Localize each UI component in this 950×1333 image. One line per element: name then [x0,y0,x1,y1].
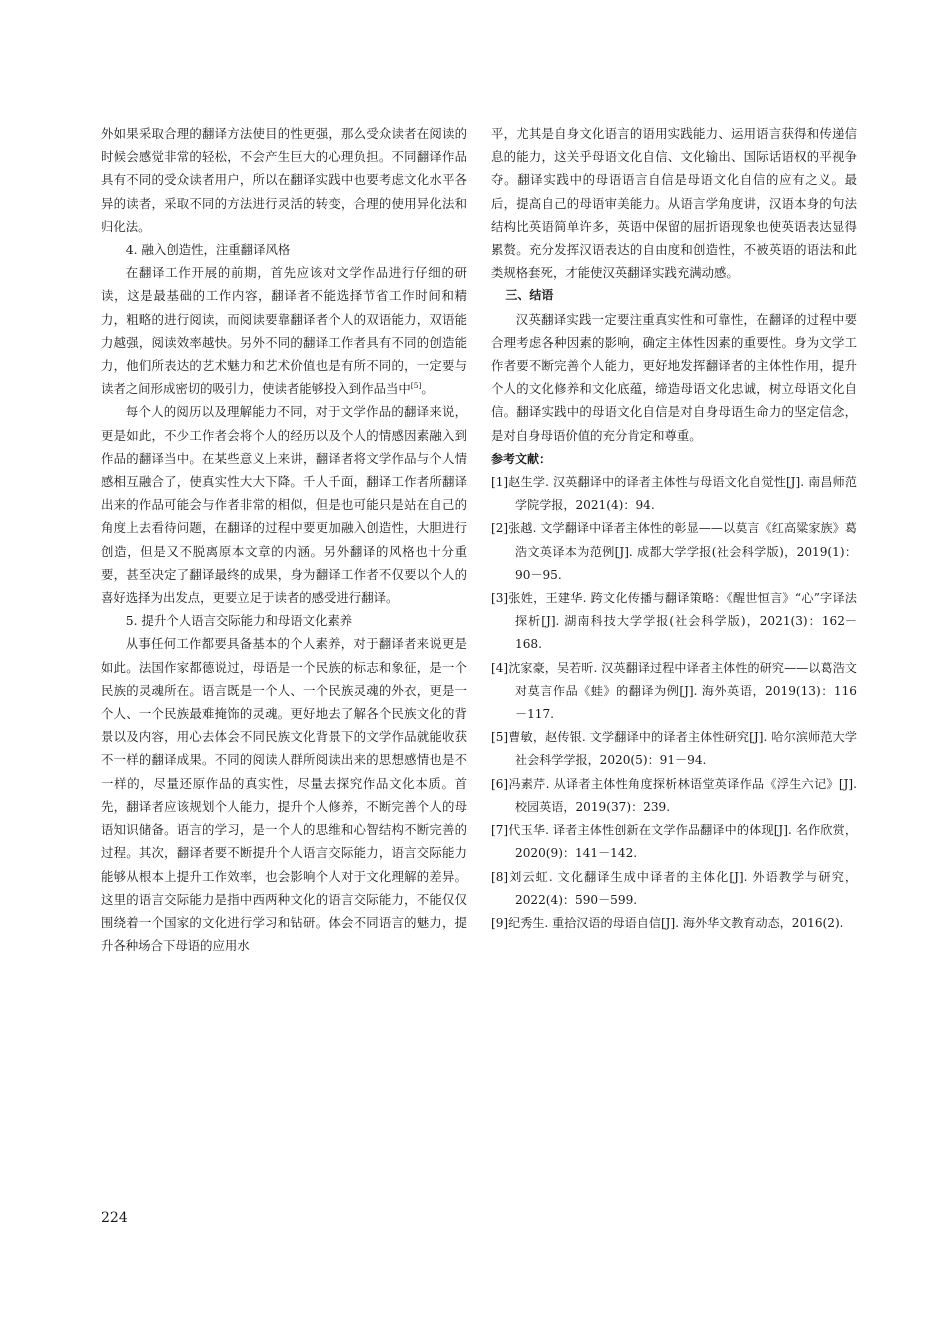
citation-marker: [5] [410,381,422,391]
page-number: 224 [101,1210,128,1226]
reference-item: [2]张越. 文学翻译中译者主体性的彰显——以莫言《红高粱家族》葛浩文英译本为范例[J]. 成都大学学报(社会科学版)，2019(1)：90－95. [491,521,857,582]
reference-item: [7]代玉华. 译者主体性创新在文学作品翻译中的体现[J]. 名作欣赏，2020(9)：141－142. [491,823,857,861]
reference-item: [5]曹敏，赵传银. 文学翻译中的译者主体性研究[J]. 哈尔滨师范大学社会科学学报，2020(5)：91－94. [491,730,857,768]
right-column [491,122,857,935]
paragraph-text: 在翻译工作开展的前期，首先应该对文学作品进行仔细的研读，这是最基础的工作内容，翻译者不能选择节省工作时间和精力，粗略的进行阅读，而阅读要靠翻译者个人的双语能力，双语能力越强，阅读效率越快。另外不同的翻译工作者具有不同的创造能力，他们所表达的艺术魅力和艺术价值也是有所不同的，一定要与读者之间形成密切的吸引力，使读者能够投入到作品当中 [101,265,467,397]
paragraph-end: 。 [421,381,434,397]
reference-item: [8]刘云虹. 文化翻译生成中译者的主体化[J]. 外语教学与研究，2022(4)：590－599. [491,869,857,907]
subheading-5: 5. 提升个人语言交际能力和母语文化素养 [125,613,353,629]
reference-item: [3]张姓，王建华. 跨文化传播与翻译策略：《醒世恒言》“心”字译法探析[J]. 湖南科技大学学报(社会科学版)，2021(3)：162－168. [491,591,857,652]
paragraph: 平，尤其是自身文化语言的语用实践能力、运用语言获得和传递信息的能力，这关乎母语文化自信、文化输出、国际话语权的平视争夺。翻译实践中的母语语言自信是母语文化自信的应有之义。最后，提高自己的母语审美能力。从语言学角度讲，汉语本身的句法结构比英语简单许多，英语中保留的屈折语现象也使英语表达显得累赘。充分发挥汉语表达的自由度和创造性，不被英语的语法和此类规格套死，才能使汉英翻译实践充满动感。 [491,126,857,281]
reference-item: [9]纪秀生. 重拾汉语的母语自信[J]. 海外华文教育动态，2016(2). [491,915,844,930]
paragraph: 每个人的阅历以及理解能力不同，对于文学作品的翻译来说，更是如此，不少工作者会将个人的经历以及个人的情感因素融入到作品的翻译当中。在某些意义上来讲，翻译者将文学作品与个人情感相互融合了，使真实性大大下降。千人千面，翻译工作者所翻译出来的作品可能会与作者非常的相似，但是也可能只是站在自己的角度上去看待问题，在翻译的过程中要更加融入创造性，大胆进行创造，但是又不脱离原本文章的内涵。另外翻译的风格也十分重要，甚至决定了翻译最终的成果，身为翻译工作者不仅要以个人的喜好选择为出发点，更要立足于读者的感受进行翻译。 [101,404,467,606]
section-heading-conclusion: 三、结语 [505,288,554,303]
paragraph [101,261,467,400]
subheading-4: 4. 融入创造性，注重翻译风格 [125,242,291,258]
references-title: 参考文献： [491,451,552,466]
paragraph: 从事任何工作都要具备基本的个人素养，对于翻译者来说更是如此。法国作家都德说过，母语是一个民族的标志和象征，是一个民族的灵魂所在。语言既是一个人、一个民族灵魂的外衣，更是一个人、一个民族最难掩饰的灵魂。更好地去了解各个民族文化的背景以及内容，用心去体会不同民族文化背景下的文学作品就能收获不一样的翻译成果。不同的阅读人群所阅读出来的思想感情也是不一样的，尽量还原作品的真实性，尽量去探究作品文化本质。首先，翻译者应该规划个人能力，提升个人修养，不断完善个人的母语知识储备。语言的学习，是一个人的思维和心智结构不断完善的过程。其次，翻译者要不断提升个人语言交际能力，语言交际能力能够从根本上提升工作效率，也会影响个人对于文化理解的差异。这里的语言交际能力是指中西两种文化的语言交际能力，不能仅仅围绕着一个国家的文化进行学习和钻研。体会不同语言的魅力，提升各种场合下母语的应用水 [101,636,467,954]
paragraph: 汉英翻译实践一定要注重真实性和可靠性，在翻译的过程中要合理考虑各种因素的影响，确定主体性因素的重要性。身为文学工作者要不断完善个人能力，更好地发挥翻译者的主体性作用，提升个人的文化修养和文化底蕴，缔造母语文化忠诚，树立母语文化自信。翻译实践中的母语文化自信是对自身母语生命力的坚定信念，是对自身母语价值的充分肯定和尊重。 [491,311,857,443]
reference-item: [6]冯素芹. 从译者主体性角度探析林语堂英译作品《浮生六记》[J]. 校园英语，2019(37)：239. [491,776,857,814]
paragraph: 外如果采取合理的翻译方法使目的性更强，那么受众读者在阅读的时候会感觉非常的轻松，不会产生巨大的心理负担。不同翻译作品具有不同的受众读者用户，所以在翻译实践中也要考虑文化水平各异的读者，采取不同的方法进行灵活的转变，合理的使用异化法和归化法。 [101,126,467,234]
reference-item: [1]赵生学. 汉英翻译中的译者主体性与母语文化自觉性[J]. 南昌师范学院学报，2021(4)：94. [491,475,857,513]
left-column [101,122,467,957]
reference-item: [4]沈家豪，吴若昕. 汉英翻译过程中译者主体性的研究——以葛浩文对莫言作品《蛙》的翻译为例[J]. 海外英语，2019(13)：116－117. [491,660,857,722]
reference-list [491,471,857,935]
